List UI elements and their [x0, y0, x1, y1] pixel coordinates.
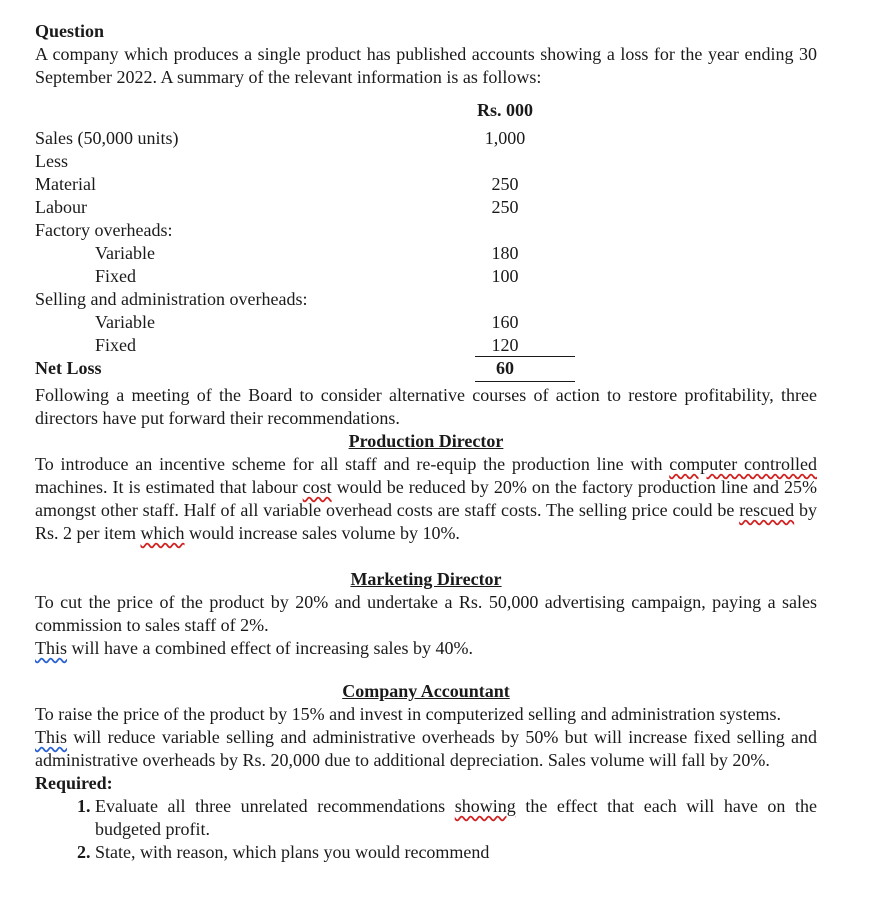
sales-label: Sales (50,000 units) — [35, 128, 179, 148]
document-page — [35, 20, 817, 864]
marketing-paragraph-2 — [35, 637, 817, 660]
table-row — [35, 357, 595, 380]
factory-fixed-value: 100 — [491, 266, 519, 286]
table-row — [35, 242, 595, 265]
question-intro: A company which produces a single product has published accounts showing a loss for the year ending 30 September 2022. A summary of the relevant information is as follows: — [35, 44, 817, 87]
text-run: the effect that each will have on the budgeted profit. — [95, 796, 817, 839]
selling-fixed-label: Fixed — [95, 335, 137, 355]
text-run: To introduce an incentive scheme for all staff and re-equip the production line with — [35, 454, 670, 474]
marketing-director-title: Marketing Director — [350, 569, 502, 589]
table-header-row — [35, 99, 595, 122]
factory-variable-value: 180 — [491, 243, 519, 263]
material-value: 250 — [491, 174, 519, 194]
text-run: machines. It is estimated that labour — [35, 477, 303, 497]
list-item — [95, 841, 817, 864]
cost-table — [35, 99, 817, 384]
less-label: Less — [35, 151, 68, 171]
marketing-paragraph-1: To cut the price of the product by 20% and undertake a Rs. 50,000 advertising campaign, paying a sales commission to sales staff of 2%. — [35, 592, 817, 635]
spellcheck-word: which — [140, 523, 185, 543]
selling-variable-value: 160 — [491, 312, 519, 332]
selling-overheads-label: Selling and administration overheads: — [35, 289, 308, 309]
text-run: State, with reason, which plans you would recommend — [95, 842, 490, 862]
spellcheck-word: rescued — [739, 500, 795, 520]
text-run: Evaluate all three unrelated recommendations — [95, 796, 455, 816]
grammar-word: This — [35, 638, 68, 658]
spacer — [35, 660, 817, 680]
spellcheck-word: cost — [302, 477, 332, 497]
net-loss-label: Net Loss — [35, 358, 102, 378]
required-heading: Required: — [35, 773, 113, 793]
net-loss-value: 60 — [496, 358, 514, 378]
table-row — [35, 173, 595, 196]
spellcheck-word: showing — [454, 796, 516, 816]
material-label: Material — [35, 174, 96, 194]
sales-value: 1,000 — [484, 128, 526, 148]
grammar-word: This — [35, 727, 68, 747]
total-rule-bottom — [475, 381, 575, 382]
selling-variable-label: Variable — [95, 312, 155, 332]
question-heading: Question — [35, 21, 105, 41]
labour-value: 250 — [491, 197, 519, 217]
required-list — [35, 795, 817, 864]
list-item — [95, 795, 817, 841]
labour-label: Labour — [35, 197, 87, 217]
production-paragraph — [35, 453, 817, 545]
selling-fixed-value: 120 — [491, 335, 519, 355]
text-run: would increase sales volume by 10%. — [184, 523, 460, 543]
table-row — [35, 196, 595, 219]
text-run: would be reduced by 20% on the factory production line and 25% amongst other staff. Half of all variable overhead costs are staff costs. The selling price could be — [35, 477, 817, 520]
table-row — [35, 311, 595, 334]
text-run: will have a combined effect of increasing sales by 40%. — [67, 638, 474, 658]
company-accountant-title: Company Accountant — [342, 681, 510, 701]
table-row — [35, 150, 595, 173]
factory-fixed-label: Fixed — [95, 266, 137, 286]
board-paragraph: Following a meeting of the Board to consider alternative courses of action to restore profitability, three directors have put forward their recommendations. — [35, 385, 817, 428]
table-row — [35, 127, 595, 150]
factory-variable-label: Variable — [95, 243, 155, 263]
spellcheck-word: computer controlled — [669, 454, 817, 474]
text-run: by Rs. 2 per item — [35, 500, 818, 543]
table-row — [35, 219, 595, 242]
text-run: will reduce variable selling and administrative overheads by 50% but will increase fixed selling and administrative overheads by Rs. 20,000 due to additional depreciation. Sales volume will fall by 20%. — [35, 727, 817, 770]
factory-overheads-label: Factory overheads: — [35, 220, 173, 240]
accountant-paragraph-2 — [35, 726, 817, 772]
accountant-paragraph-1: To raise the price of the product by 15% and invest in computerized selling and administration systems. — [35, 704, 782, 724]
spacer — [35, 545, 817, 568]
table-row — [35, 265, 595, 288]
unit-header: Rs. 000 — [476, 100, 533, 120]
table-row — [35, 334, 595, 357]
production-director-title: Production Director — [348, 431, 504, 451]
table-row — [35, 288, 595, 311]
